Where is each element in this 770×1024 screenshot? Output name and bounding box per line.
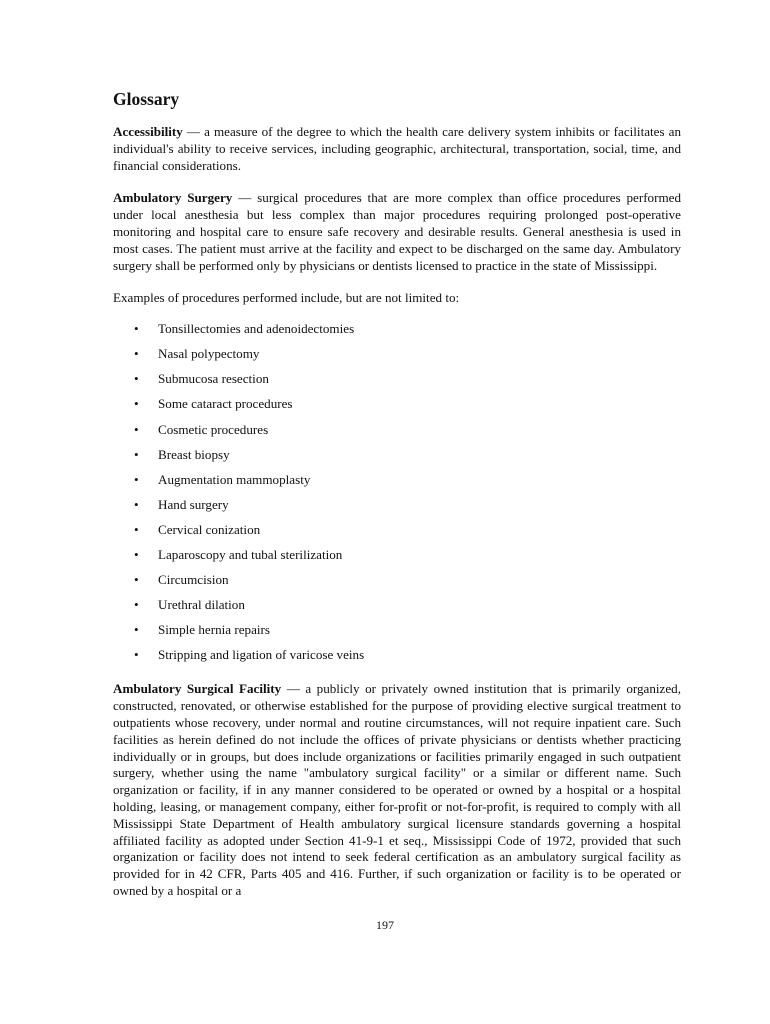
list-item-label: Laparoscopy and tubal sterilization	[158, 547, 343, 563]
page-title: Glossary	[113, 89, 180, 109]
bullet-icon: •	[134, 321, 139, 337]
list-item-label: Hand surgery	[158, 496, 229, 512]
bullet-icon: •	[134, 446, 139, 462]
glossary-entry-ambulatory-surgery	[113, 190, 681, 274]
bullet-icon: •	[134, 346, 139, 362]
list-item-label: Submucosa resection	[158, 371, 269, 387]
glossary-term: Accessibility	[113, 124, 183, 139]
list-item-label: Cervical conization	[158, 521, 261, 537]
bullet-icon: •	[134, 647, 139, 663]
list-item-label: Nasal polypectomy	[158, 346, 260, 362]
bullet-icon: •	[134, 547, 139, 563]
list-item-label: Breast biopsy	[158, 446, 230, 462]
glossary-definition: — a publicly or privately owned institution that is primarily organized, constructed, renovated, or otherwise established for the purpose of providing elective surgical treatment to outpatients whose recovery, under normal and routine circumstances, will not require inpatient care. Such facilities as herein defined do not include the offices of private physicians or dentists whether practicing individually or in groups, but does include organizations or facilities primarily engaged in such outpatient surgery, whether using the name "ambulatory surgical facility" or a similar or different name. Such organization or facility, if in any manner considered to be operated or owned by a hospital or a hospital holding, leasing, or management company, either for-profit or not-for-profit, is required to comply with all Mississippi State Department of Health ambulatory surgical licensure standards governing a hospital affiliated facility as adopted under Section 41-9-1 et seq., Mississippi Code of 1972, provided that such organization or facility does not intend to seek federal certification as an ambulatory surgical facility as provided for in 42 CFR, Parts 405 and 416. Further, if such organization or facility is to be operated or owned by a hospital or a	[113, 681, 681, 899]
list-item-label: Augmentation mammoplasty	[158, 471, 311, 487]
list-item	[113, 447, 681, 472]
list-item-label: Stripping and ligation of varicose veins	[158, 647, 365, 663]
list-item	[113, 472, 681, 497]
bullet-icon: •	[134, 421, 139, 437]
list-item-label: Urethral dilation	[158, 597, 245, 613]
bullet-icon: •	[134, 496, 139, 512]
list-item	[113, 371, 681, 396]
glossary-entry-accessibility	[113, 124, 681, 174]
list-item-label: Simple hernia repairs	[158, 622, 270, 638]
page-number: 197	[376, 918, 394, 932]
list-item	[113, 422, 681, 447]
bullet-icon: •	[134, 597, 139, 613]
list-item	[113, 346, 681, 371]
bullet-icon: •	[134, 396, 139, 412]
bullet-icon: •	[134, 521, 139, 537]
glossary-term: Ambulatory Surgery	[113, 190, 233, 206]
list-item	[113, 497, 681, 522]
examples-intro: Examples of procedures performed include, but are not limited to:	[113, 290, 460, 306]
bullet-icon: •	[134, 371, 139, 387]
list-item	[113, 321, 681, 346]
glossary-definition: — surgical procedures that are more complex than office procedures performed under local anesthesia but less complex than major procedures requiring prolonged post-operative monitoring and hospital care to ensure safe recovery and desirable results. General anesthesia is used in most cases. The patient must arrive at the facility and expect to be discharged on the same day. Ambulatory surgery shall be performed only by physicians or dentists licensed to practice in the state of Mississippi.	[113, 190, 682, 273]
list-item	[113, 597, 681, 622]
list-item	[113, 396, 681, 421]
list-item-label: Some cataract procedures	[158, 396, 293, 412]
glossary-entry-ambulatory-surgical-facility	[113, 681, 681, 899]
glossary-definition: — a measure of the degree to which the health care delivery system inhibits or facilitates an individual's ability to receive services, including geographic, architectural, transportation, social, time, and financial considerations.	[113, 124, 681, 173]
list-item	[113, 622, 681, 647]
bullet-icon: •	[134, 622, 139, 638]
document-page	[113, 88, 681, 916]
list-item	[113, 547, 681, 572]
list-item-label: Circumcision	[158, 572, 229, 588]
bullet-icon: •	[134, 572, 139, 588]
bullet-icon: •	[134, 471, 139, 487]
procedure-list	[113, 321, 681, 672]
list-item-label: Tonsillectomies and adenoidectomies	[158, 321, 355, 337]
list-item	[113, 572, 681, 597]
glossary-term: Ambulatory Surgical Facility	[113, 681, 282, 697]
list-item	[113, 522, 681, 547]
list-item-label: Cosmetic procedures	[158, 421, 269, 437]
list-item	[113, 647, 681, 672]
